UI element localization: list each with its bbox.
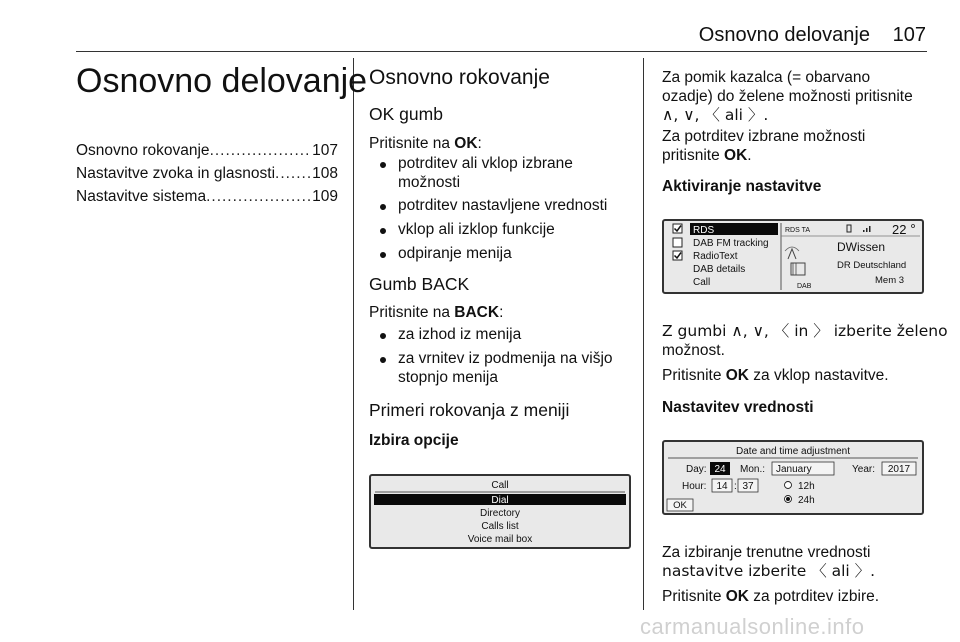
- day-label: Day:: [686, 464, 707, 475]
- band-label: DAB: [797, 283, 812, 290]
- toc-entry-label: Nastavitve sistema: [76, 188, 207, 205]
- date-screen-title: Date and time adjustment: [736, 446, 850, 457]
- watermark: carmanualsonline.info: [640, 614, 865, 639]
- hour-label: Hour:: [682, 481, 707, 492]
- activate-heading: Aktiviranje nastavitve: [662, 178, 822, 195]
- svg-text::: :: [734, 481, 737, 492]
- toc-entry-page: 107: [312, 142, 338, 159]
- bullet-text: vklop ali izklop funkcije: [398, 221, 555, 238]
- checkbox-unchecked: [673, 238, 682, 247]
- memory-slot: Mem 3: [875, 275, 905, 286]
- running-header-title: Osnovno delovanje: [698, 24, 870, 46]
- section-title: Osnovno rokovanje: [369, 66, 550, 89]
- month-label: Mon.:: [740, 464, 766, 475]
- menu-item: Voice mail box: [467, 534, 533, 545]
- menu-screen-title: Call: [491, 480, 509, 491]
- date-screen-graphic: [664, 442, 922, 513]
- bullet-dot: [380, 357, 386, 363]
- radio-12h-icon: [785, 482, 792, 489]
- option-12h: 12h: [798, 481, 815, 492]
- ok-button-label: OK: [673, 500, 687, 511]
- menu-screen-graphic: [371, 476, 629, 547]
- bullet-dot: [380, 228, 386, 234]
- back-intro: Pritisnite na BACK:: [369, 304, 504, 321]
- paragraph-select-value: Za izbiranje trenutne vrednosti nastavitve izberite 〈 ali 〉.: [662, 544, 876, 580]
- bullet-dot: [380, 252, 386, 258]
- degree-icon: [912, 225, 915, 228]
- option-24h: 24h: [798, 495, 815, 506]
- value-heading: Nastavitev vrednosti: [662, 399, 814, 416]
- ok-heading: OK gumb: [369, 104, 443, 124]
- table-of-contents: [76, 142, 338, 211]
- bullet-text: odpiranje menija: [398, 245, 512, 262]
- year-label: Year:: [852, 464, 875, 475]
- column-divider-left: [353, 58, 354, 610]
- hour-value: 14: [716, 481, 728, 492]
- bullet-text: potrditev ali vklop izbrane možnosti: [398, 155, 573, 191]
- month-value: January: [776, 464, 812, 475]
- bullet-text: potrditev nastavljene vrednosti: [398, 197, 608, 214]
- rds-screen-graphic: [664, 221, 922, 292]
- toc-entry[interactable]: [76, 142, 338, 165]
- signal-strength-icon: [863, 226, 871, 232]
- toc-entry-page: 108: [312, 165, 338, 182]
- back-heading: Gumb BACK: [369, 274, 470, 294]
- paragraph-activate: Pritisnite OK za vklop nastavitve.: [662, 367, 889, 384]
- rds-menu-item: DAB details: [693, 264, 746, 275]
- year-value: 2017: [887, 464, 911, 475]
- page-number: 107: [892, 24, 926, 46]
- bullet-text: za vrnitev iz podmenija na višjo stopnjo menija: [398, 350, 613, 386]
- toc-entry[interactable]: [76, 165, 338, 188]
- option-heading: Izbira opcije: [369, 432, 459, 449]
- bullet-dot: [380, 204, 386, 210]
- chapter-title: Osnovno delovanje: [76, 62, 368, 100]
- rds-screen-illustration: [662, 219, 924, 294]
- paragraph-confirm-value: Pritisnite OK za potrditev izbire.: [662, 588, 880, 605]
- menu-item: Dial: [491, 495, 509, 506]
- header-rule: [76, 51, 927, 52]
- column-divider-right: [643, 58, 644, 610]
- toc-entry-page: 109: [312, 188, 338, 205]
- ok-intro: Pritisnite na OK:: [369, 135, 482, 152]
- temperature-readout: 22: [892, 222, 907, 237]
- checkbox-checked: [673, 224, 682, 233]
- toc-entry[interactable]: [76, 188, 338, 211]
- rds-menu-item: RDS: [693, 225, 715, 236]
- rds-menu-item: Call: [693, 277, 711, 288]
- toc-entry-label: Osnovno rokovanje: [76, 142, 210, 159]
- menu-item: Directory: [479, 508, 521, 519]
- phone-status-icon: [847, 225, 851, 232]
- bullet-dot: [380, 333, 386, 339]
- radio-tower-icon: [785, 247, 805, 275]
- menu-item: Calls list: [481, 521, 519, 532]
- rds-menu-item: RadioText: [693, 251, 738, 262]
- bullet-text: za izhod iz menija: [398, 326, 522, 343]
- paragraph-confirm: Za potrditev izbrane možnosti pritisnite OK.: [662, 128, 866, 164]
- toc-entry-label: Nastavitve zvoka in glasnosti: [76, 165, 276, 182]
- minute-value: 37: [742, 481, 754, 492]
- bullet-dot: [380, 162, 386, 168]
- examples-heading: Primeri rokovanja z meniji: [369, 400, 570, 420]
- paragraph-choose: Z gumbi ∧, ∨, 〈 in 〉 izberite želeno možnost.: [662, 322, 948, 359]
- menu-screen-illustration: [369, 474, 631, 549]
- ensemble-name: DR Deutschland: [837, 260, 907, 271]
- paragraph-cursor: Za pomik kazalca (= obarvano ozadje) do želene možnosti pritisnite ∧, ∨, 〈 ali 〉.: [662, 69, 913, 124]
- date-screen-illustration: [662, 440, 924, 515]
- station-name: DWissen: [837, 240, 886, 254]
- rds-status-text: RDS TA: [785, 227, 811, 234]
- checkbox-checked: [673, 251, 682, 260]
- rds-menu-item: DAB FM tracking: [693, 238, 769, 249]
- day-value: 24: [714, 464, 726, 475]
